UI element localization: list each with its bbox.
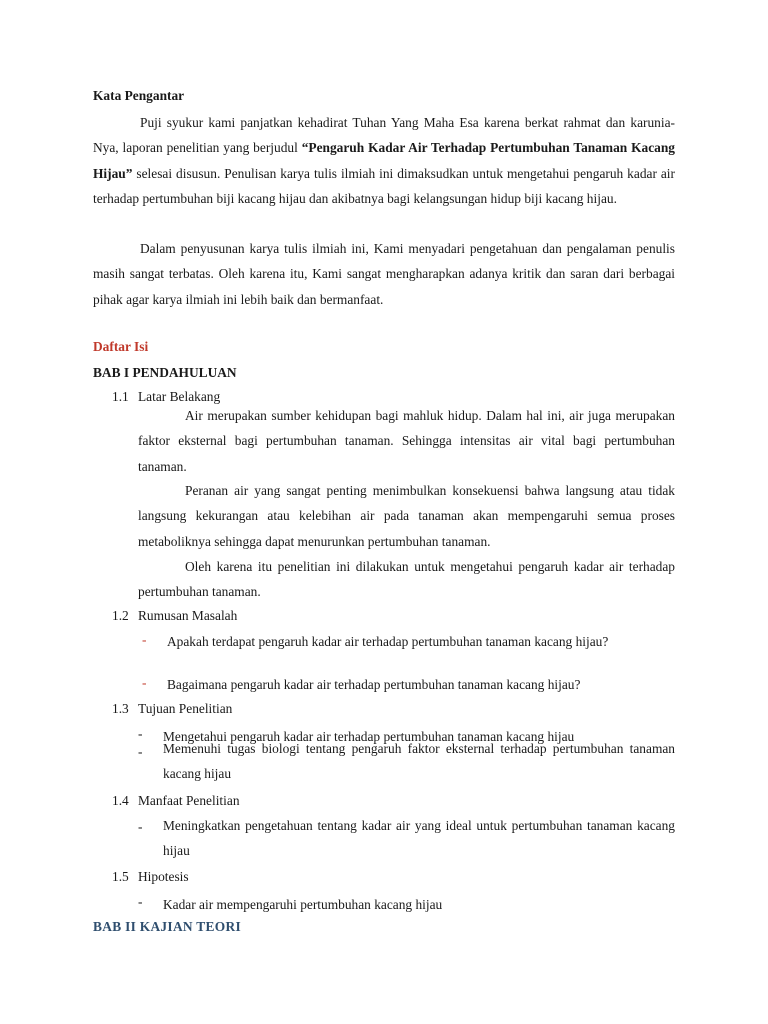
- dash-marker: -: [138, 819, 143, 834]
- foreword-paragraph-2: Dalam penyusunan karya tulis ilmiah ini, Kami menyadari pengetahuan dan pengalaman penulis masih sangat terbatas. Oleh karena itu, Kami sangat mengharapkan adanya kritik dan saran dari berbagai pihak agar karya ilmiah ini lebih baik dan bermanfaat.: [93, 241, 675, 307]
- section-1-1-paragraph-3: Oleh karena itu penelitian ini dilakukan untuk mengetahui pengaruh kadar air terhadap pertumbuhan tanaman.: [138, 559, 675, 600]
- section-1-4-number: 1.4: [112, 793, 129, 808]
- dash-marker: -: [142, 675, 147, 690]
- foreword-paragraph-1: [93, 110, 675, 211]
- section-1-5-label: Hipotesis: [138, 869, 189, 884]
- section-1-2-number: 1.2: [112, 608, 129, 623]
- foreword-p1-text: Puji syukur kami panjatkan kehadirat Tuhan Yang Maha Esa karena berkat rahmat dan karunia-Nya, laporan penelitian yang berjudul: [93, 115, 675, 156]
- foreword-title: Kata Pengantar: [93, 88, 185, 103]
- dash-marker: -: [138, 894, 143, 909]
- list-item-text: Meningkatkan pengetahuan tentang kadar air yang ideal untuk pertumbuhan tanaman kacang hijau: [163, 818, 675, 859]
- list-item-text: Mengetahui pengaruh kadar air terhadap pertumbuhan tanaman kacang hijau: [163, 729, 575, 744]
- section-1-3-number: 1.3: [112, 701, 129, 716]
- section-1-4-label: Manfaat Penelitian: [138, 793, 240, 808]
- section-1-2-label: Rumusan Masalah: [138, 608, 238, 623]
- dash-marker: -: [142, 632, 147, 647]
- section-1-1-label: Latar Belakang: [138, 389, 221, 404]
- list-item-text: Bagaimana pengaruh kadar air terhadap pertumbuhan tanaman kacang hijau?: [167, 677, 581, 692]
- section-1-1-number: 1.1: [112, 389, 129, 404]
- list-item-text: Apakah terdapat pengaruh kadar air terhadap pertumbuhan tanaman kacang hijau?: [167, 634, 609, 649]
- section-1-3-label: Tujuan Penelitian: [138, 701, 233, 716]
- dash-marker: -: [138, 744, 143, 759]
- dash-marker: -: [138, 726, 143, 741]
- section-1-5-number: 1.5: [112, 869, 129, 884]
- bab1-heading: BAB I PENDAHULUAN: [93, 365, 237, 380]
- section-1-1-paragraph-1: Air merupakan sumber kehidupan bagi mahluk hidup. Dalam hal ini, air juga merupakan faktor eksternal bagi pertumbuhan tanaman. Sehingga intensitas air vital bagi pertumbuhan tanaman.: [138, 408, 675, 474]
- list-item-text: Kadar air mempengaruhi pertumbuhan kacang hijau: [163, 897, 443, 912]
- list-item-text: Memenuhi tugas biologi tentang pengaruh faktor eksternal terhadap pertumbuhan tanaman kacang hijau: [163, 741, 675, 782]
- toc-title: Daftar Isi: [93, 339, 149, 354]
- bab2-heading: BAB II KAJIAN TEORI: [93, 919, 241, 934]
- report-title: “Pengaruh Kadar Air Terhadap Pertumbuhan Tanaman Kacang Hijau”: [93, 140, 675, 181]
- section-1-1-paragraph-2: Peranan air yang sangat penting menimbulkan konsekuensi bahwa langsung atau tidak langsung kekurangan atau kelebihan air pada tanaman akan mempengaruhi semua proses metaboliknya sehingga dapat menurunkan pertumbuhan tanaman.: [138, 483, 675, 549]
- foreword-p1-text-end: selesai disusun. Penulisan karya tulis ilmiah ini dimaksudkan untuk mengetahui pengaruh kadar air terhadap pertumbuhan biji kacang hijau dan akibatnya bagi kelangsungan hidup biji kacang hijau.: [93, 165, 675, 206]
